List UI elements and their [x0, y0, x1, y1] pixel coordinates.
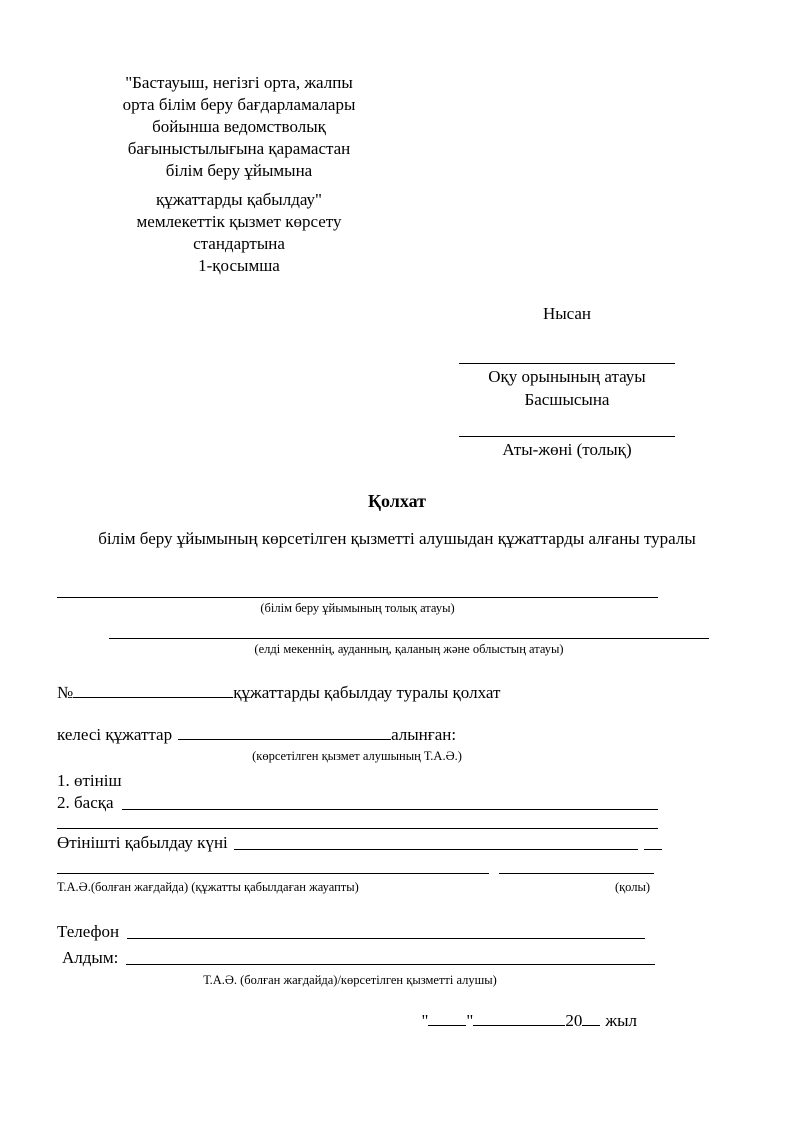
org-name-caption: (білім беру ұйымының толық атауы)	[260, 601, 455, 615]
responsible-caption: Т.А.Ә.(болған жағдайда) (құжатты қабылдаған жауапты)	[57, 880, 359, 894]
form-type-label: Нысан	[542, 304, 592, 323]
addressee-name-caption: Аты-жөні (толық)	[502, 440, 632, 459]
date-month-blank[interactable]	[473, 1011, 565, 1026]
document-title: Қолхат	[367, 491, 427, 511]
appendix-note-line: мемлекеттік қызмет көрсету	[136, 212, 342, 231]
phone-label: Телефон	[57, 922, 120, 941]
documents-row	[57, 724, 737, 746]
document-item-1: 1. өтініш	[57, 771, 122, 790]
received-blank[interactable]	[126, 947, 655, 965]
received-row	[57, 947, 655, 969]
signature-captions	[57, 879, 710, 895]
document-subtitle: білім беру ұйымының көрсетілген қызметті алушыдан құжаттарды алғаны туралы	[98, 529, 696, 548]
signature-blank-line[interactable]	[499, 873, 654, 874]
date-row	[57, 1010, 737, 1032]
appendix-note-line: стандартына	[193, 234, 285, 253]
documents-label: келесі құжаттар	[57, 725, 173, 744]
receipt-number-blank[interactable]	[73, 683, 233, 698]
appendix-note-line: орта білім беру бағдарламалары	[122, 95, 356, 114]
signature-caption: (қолы)	[614, 880, 651, 894]
date-year-word: жыл	[605, 1011, 637, 1030]
item-2-blank[interactable]	[122, 792, 658, 810]
receiver-caption: Т.А.Ә. (болған жағдайда)/көрсетілген қызметті алушы)	[203, 973, 497, 987]
addressee-head-caption: Басшысына	[524, 390, 610, 409]
appendix-note-line: құжаттарды қабылдау"	[156, 190, 322, 209]
addressee-org-caption: Оқу орынының атауы	[488, 367, 646, 386]
received-label: Алдым:	[62, 948, 119, 967]
phone-blank[interactable]	[127, 921, 645, 939]
appendix-note-line: білім беру ұйымына	[165, 161, 313, 180]
number-row-text: құжаттарды қабылдау туралы қолхат	[233, 683, 501, 702]
addressee-block	[459, 303, 675, 460]
location-blank-line[interactable]	[109, 638, 709, 639]
signature-lines	[57, 873, 737, 874]
appendix-note-line: бойынша ведомстволық	[152, 117, 326, 136]
acceptance-date-row	[57, 832, 662, 854]
date-open-quote: "	[421, 1011, 429, 1030]
appendix-note-line: бағыныстылығына қарамастан	[127, 139, 351, 158]
date-century: 20	[565, 1011, 583, 1030]
recipient-name-caption: (көрсетілген қызмет алушының Т.А.Ә.)	[252, 749, 462, 763]
acceptance-date-end-blank[interactable]	[644, 832, 662, 850]
appendix-note-line: 1-қосымша	[198, 256, 280, 275]
recipient-name-blank[interactable]	[178, 725, 391, 740]
date-day-blank[interactable]	[428, 1011, 466, 1026]
acceptance-date-blank[interactable]	[234, 832, 638, 850]
date-year-blank[interactable]	[582, 1011, 600, 1026]
documents-suffix: алынған:	[391, 725, 457, 744]
appendix-note	[93, 72, 385, 277]
date-close-quote: "	[466, 1011, 474, 1030]
location-caption: (елді мекеннің, ауданның, қаланың және облыстың атауы)	[254, 642, 564, 656]
org-name-blank-line[interactable]	[57, 597, 658, 598]
acceptance-date-label: Өтінішті қабылдау күні	[57, 833, 228, 852]
caption-spacer	[359, 879, 555, 895]
document-item-2	[57, 792, 658, 814]
number-sign: №	[57, 683, 74, 702]
item-2-label: 2. басқа	[57, 793, 114, 812]
appendix-note-line: "Бастауыш, негізгі орта, жалпы	[125, 73, 353, 92]
responsible-name-blank-line[interactable]	[57, 873, 489, 874]
phone-row	[57, 921, 645, 943]
receipt-number-row	[57, 682, 737, 704]
extra-blank-line[interactable]	[57, 828, 658, 829]
